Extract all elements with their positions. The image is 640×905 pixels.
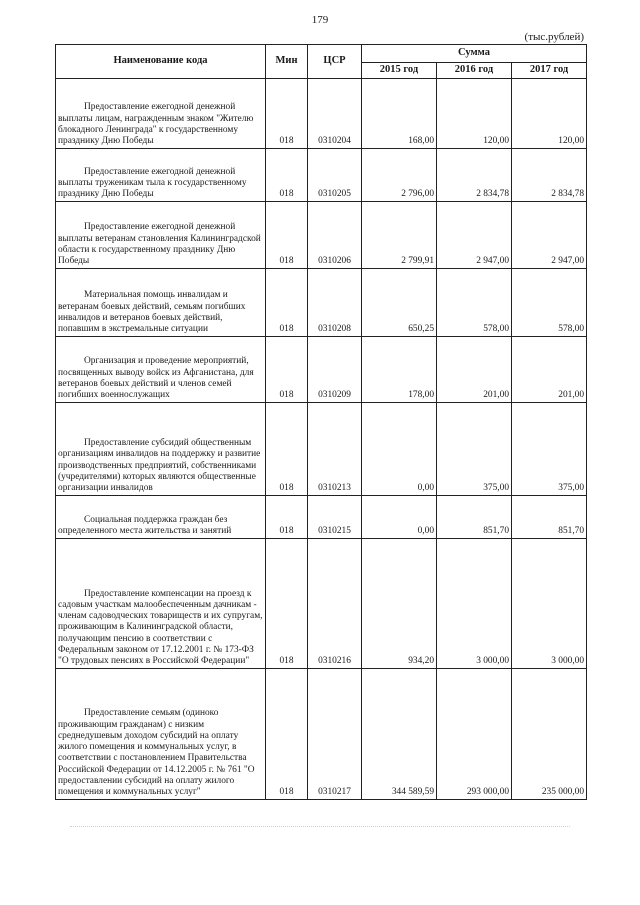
row-2017: 120,00	[512, 78, 587, 148]
row-2017: 851,70	[512, 495, 587, 538]
row-min: 018	[266, 538, 308, 668]
row-2016: 851,70	[437, 495, 512, 538]
row-2016: 120,00	[437, 78, 512, 148]
table-row	[56, 148, 587, 201]
row-2016: 578,00	[437, 268, 512, 336]
row-2016: 3 000,00	[437, 538, 512, 668]
table-row	[56, 78, 587, 148]
row-2016: 2 834,78	[437, 148, 512, 201]
row-2015: 2 796,00	[362, 148, 437, 201]
row-csr: 0310205	[308, 148, 362, 201]
table-row	[56, 201, 587, 268]
row-name: Предоставление ежегодной денежной выплаты лицам, награжденным знаком "Жителю блокадного Ленинграда" к государственному празднику Дню Победы	[58, 102, 254, 147]
row-csr: 0310204	[308, 78, 362, 148]
row-name: Предоставление семьям (одиноко проживающим гражданам) с низким среднедушевым доходом субсидий на оплату жилого помещения и коммунальных услуг, в соответствии с постановлением Правительства Российской Федерации от 14.12.2005 г. № 761 "О предоставлении субсидий на оплату жилого помещения и коммунальных услуг"	[58, 708, 255, 798]
table-row	[56, 336, 587, 402]
unit-label: (тыс.рублей)	[524, 31, 584, 43]
row-csr: 0310215	[308, 495, 362, 538]
table-row	[56, 402, 587, 495]
row-2016: 293 000,00	[437, 668, 512, 799]
row-min: 018	[266, 268, 308, 336]
table-row	[56, 668, 587, 799]
row-csr: 0310217	[308, 668, 362, 799]
row-2015: 178,00	[362, 336, 437, 402]
header-2017: 2017 год	[512, 63, 587, 79]
row-2017: 2 834,78	[512, 148, 587, 201]
table-row	[56, 538, 587, 668]
budget-table	[55, 44, 587, 800]
row-2015: 934,20	[362, 538, 437, 668]
row-name: Предоставление ежегодной денежной выплаты труженикам тыла к государственному празднику Дню Победы	[58, 166, 247, 200]
row-2016: 2 947,00	[437, 201, 512, 268]
row-csr: 0310206	[308, 201, 362, 268]
row-2017: 578,00	[512, 268, 587, 336]
page-number: 179	[311, 14, 329, 26]
row-name: Предоставление компенсации на проезд к садовым участкам малообеспеченным дачникам - членам садоводческих товариществ и их супругам, проживающим в Калининградской области, получающим пенсию в соответствии с Федеральным законом от 17.12.2001 г. № 173-ФЗ "О трудовых пенсиях в Российской Федерации"	[58, 588, 263, 667]
header-sum: Сумма	[362, 45, 587, 63]
row-2017: 3 000,00	[512, 538, 587, 668]
row-2015: 650,25	[362, 268, 437, 336]
header-2016: 2016 год	[437, 63, 512, 79]
row-csr: 0310209	[308, 336, 362, 402]
row-2016: 201,00	[437, 336, 512, 402]
row-name: Предоставление субсидий общественным организациям инвалидов на поддержку и развитие производственных предприятий, собственниками (учредителями) которых являются общественные организации инвалидов	[58, 438, 261, 494]
row-2017: 235 000,00	[512, 668, 587, 799]
row-min: 018	[266, 148, 308, 201]
row-min: 018	[266, 495, 308, 538]
row-2016: 375,00	[437, 402, 512, 495]
header-2015: 2015 год	[362, 63, 437, 79]
header-min: Мин	[266, 45, 308, 79]
table-row	[56, 268, 587, 336]
row-2015: 344 589,59	[362, 668, 437, 799]
row-2015: 0,00	[362, 495, 437, 538]
row-csr: 0310208	[308, 268, 362, 336]
header-name: Наименование кода	[56, 45, 266, 79]
row-2017: 201,00	[512, 336, 587, 402]
row-2015: 2 799,91	[362, 201, 437, 268]
table-row	[56, 495, 587, 538]
row-2017: 375,00	[512, 402, 587, 495]
row-min: 018	[266, 78, 308, 148]
row-name: Предоставление ежегодной денежной выплаты ветеранам становления Калининградской области к государственному празднику Дню Победы	[58, 222, 261, 267]
row-2015: 0,00	[362, 402, 437, 495]
row-csr: 0310216	[308, 538, 362, 668]
row-min: 018	[266, 336, 308, 402]
scan-dotted-line	[70, 826, 570, 828]
row-min: 018	[266, 402, 308, 495]
row-name: Социальная поддержка граждан без определенного места жительства и занятий	[58, 515, 232, 537]
row-2015: 168,00	[362, 78, 437, 148]
row-min: 018	[266, 668, 308, 799]
row-name: Организация и проведение мероприятий, посвященных выводу войск из Афганистана, для ветеранов боевых действий и членов семей погибших военнослужащих	[58, 356, 254, 401]
header-csr: ЦСР	[308, 45, 362, 79]
row-2017: 2 947,00	[512, 201, 587, 268]
row-min: 018	[266, 201, 308, 268]
row-csr: 0310213	[308, 402, 362, 495]
row-name: Материальная помощь инвалидам и ветеранам боевых действий, семьям погибших инвалидов и ветеранов боевых действий, попавшим в экстремальные ситуации	[58, 290, 246, 335]
